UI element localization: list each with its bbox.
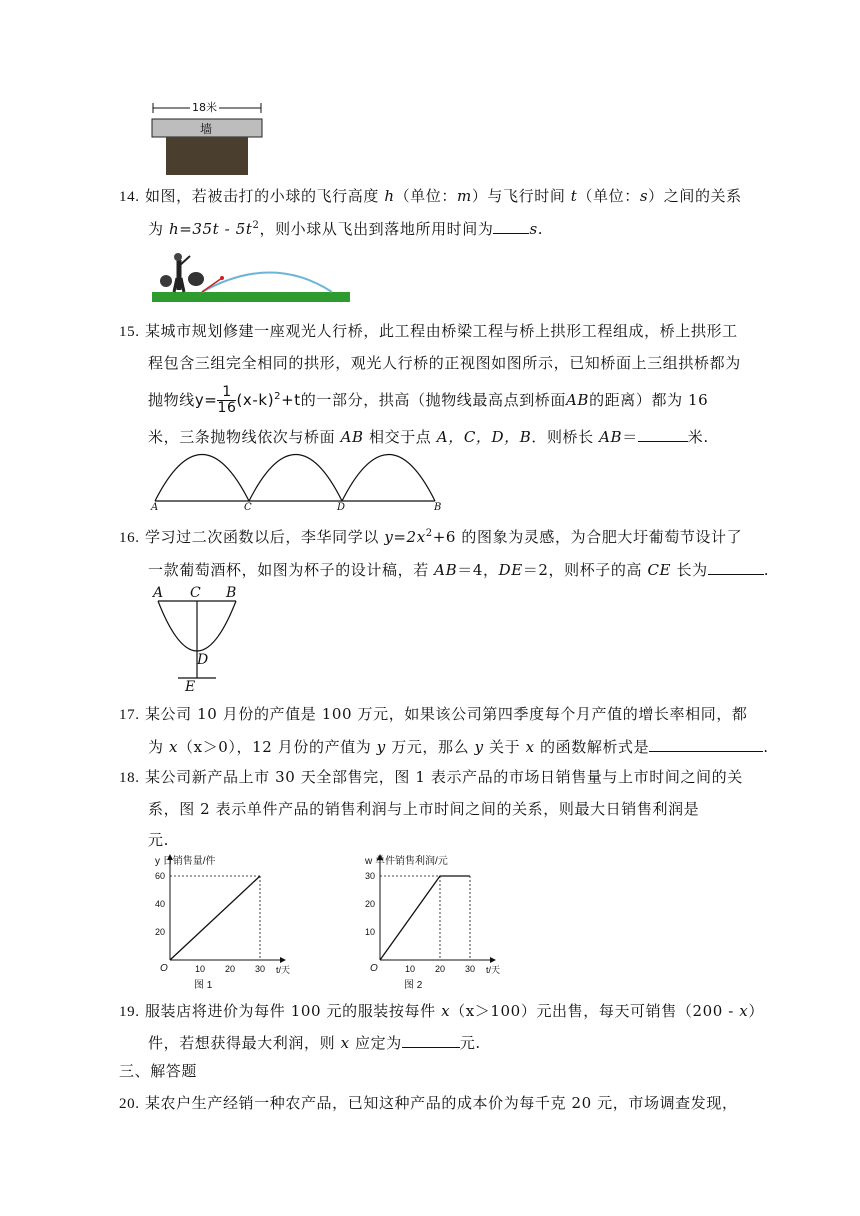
y-axis-label: w 单件销售利润/元	[365, 856, 448, 867]
q14-formula: h=35t - 5t	[168, 220, 253, 238]
answer-blank[interactable]	[638, 426, 688, 442]
y-tick-label: 20	[155, 927, 166, 937]
y-tick-label: 20	[365, 899, 376, 909]
answer-blank[interactable]	[708, 559, 764, 575]
x-tick-label: 30	[465, 964, 476, 974]
x-tick-label: 20	[435, 964, 446, 974]
x-axis-label: t/天	[486, 965, 500, 975]
x-tick-label: 10	[405, 964, 416, 974]
y-tick-label: 40	[155, 899, 166, 909]
y-tick-label: 60	[155, 871, 166, 881]
q15-line2: 程包含三组完全相同的拱形，观光人行桥的正视图如图所示，已知桥面上三组拱桥都为	[148, 354, 741, 372]
glass-label-d: D	[197, 652, 209, 668]
x-axis-arrow	[280, 957, 286, 963]
bridge-label-d: D	[337, 502, 346, 513]
answer-blank[interactable]	[402, 1032, 460, 1048]
question-number: 15.	[119, 324, 140, 340]
glass-label-c: C	[190, 585, 201, 601]
series-line	[170, 876, 260, 960]
chart-caption: 图 2	[404, 980, 423, 990]
bridge-label-a: A	[151, 502, 159, 513]
glass-label-b: B	[226, 585, 237, 601]
y-tick-label: 30	[365, 871, 376, 881]
chart-2-svg	[360, 852, 500, 990]
q15-line4: 米，三条抛物线依次与桥面 AB 相交于点 A，C，D，B．则桥长 AB＝ 米.	[148, 428, 709, 446]
bridge-label-b: B	[434, 502, 442, 513]
q18-line3: 元.	[148, 831, 169, 849]
question-number: 20.	[119, 1096, 140, 1112]
glass-label-a: A	[153, 585, 164, 601]
q19-line2: 件，若想获得最大利润，则 x 应定为 元.	[148, 1034, 481, 1052]
q15-line1: 15. 某城市规划修建一座观光人行桥，此工程由桥梁工程与桥上拱形工程组成，桥上拱形工	[119, 322, 738, 340]
x-tick-label: 30	[255, 964, 266, 974]
q18-line2: 系，图 2 表示单件产品的销售利润与上市时间之间的关系，则最大日销售利润是	[148, 800, 700, 818]
question-number: 18.	[119, 770, 140, 786]
answer-blank[interactable]	[493, 218, 529, 234]
chart-1-svg	[150, 852, 290, 990]
question-number: 17.	[119, 707, 140, 723]
q18-line1: 18. 某公司新产品上市 30 天全部售完，图 1 表示产品的市场日销售量与上市时间之间的关	[119, 768, 743, 786]
series-line	[380, 876, 470, 960]
x-axis-label: t/天	[276, 965, 290, 975]
wall-width-label: 18米	[192, 101, 217, 114]
q14-line2: 为 $h=35t - 5t^2$，则小球从飞出到落地所用时间为 s.	[148, 220, 544, 238]
wall-label: 墙	[200, 122, 213, 136]
question-number: 16.	[119, 530, 140, 546]
x-tick-label: 10	[195, 964, 206, 974]
q20-line1: 20. 某农户生产经销一种农产品，已知这种产品的成本价为每千克 20 元，市场调查发现，	[119, 1094, 738, 1112]
x-tick-label: 20	[225, 964, 236, 974]
q17-line1: 17. 某公司 10 月份的产值是 100 万元，如果该公司第四季度每个月产值的增长率相同，都	[119, 705, 748, 723]
origin-label: O	[160, 963, 168, 974]
chart-figure-1	[150, 852, 290, 990]
origin-label: O	[370, 963, 378, 974]
q17-line2: 为 x（x＞0），12 月份的产值为 y 万元，那么 y 关于 x 的函数解析式是 .	[148, 738, 769, 756]
q14-line1: 14. 如图，若被击打的小球的飞行高度 h（单位：m）与飞行时间 t（单位：s）之间的关系	[119, 187, 742, 205]
bridge-label-c: C	[244, 502, 252, 513]
question-number: 14.	[119, 189, 140, 205]
y-tick-label: 10	[365, 927, 376, 937]
chart-figure-2	[360, 852, 500, 990]
golf-figure	[152, 248, 350, 306]
y-axis-label: y 日销售量/件	[155, 856, 216, 867]
bridge-arches-figure	[145, 452, 465, 514]
q15-line3: 抛物线y= $\frac{1}{16}$ $(x-k)^2+t$的一部分，拱高（抛物线最高点到桥面AB的距离）都为 16	[148, 384, 709, 416]
wine-glass-figure	[148, 585, 248, 697]
q16-line2: 一款葡萄酒杯，如图为杯子的设计稿，若 AB＝4，DE＝2，则杯子的高 CE 长为 .	[148, 561, 770, 579]
chart-caption: 图 1	[194, 980, 213, 990]
section-title: 三、解答题	[119, 1062, 198, 1080]
q19-line1: 19. 服装店将进价为每件 100 元的服装按每件 x（x＞100）元出售，每天可销售（200 - x）	[119, 1002, 764, 1020]
question-number: 19.	[119, 1004, 140, 1020]
q15-equation: y= $\frac{1}{16}$ $(x-k)^2+t$	[194, 384, 301, 416]
wall-figure	[150, 100, 270, 180]
answer-blank[interactable]	[649, 736, 763, 752]
glass-label-e: E	[185, 679, 196, 695]
x-axis-arrow	[490, 957, 496, 963]
q16-line1: 16. 学习过二次函数以后，李华同学以 $y=2x^2+6$ 的图象为灵感，为合肥大圩葡萄节设计了	[119, 528, 743, 546]
